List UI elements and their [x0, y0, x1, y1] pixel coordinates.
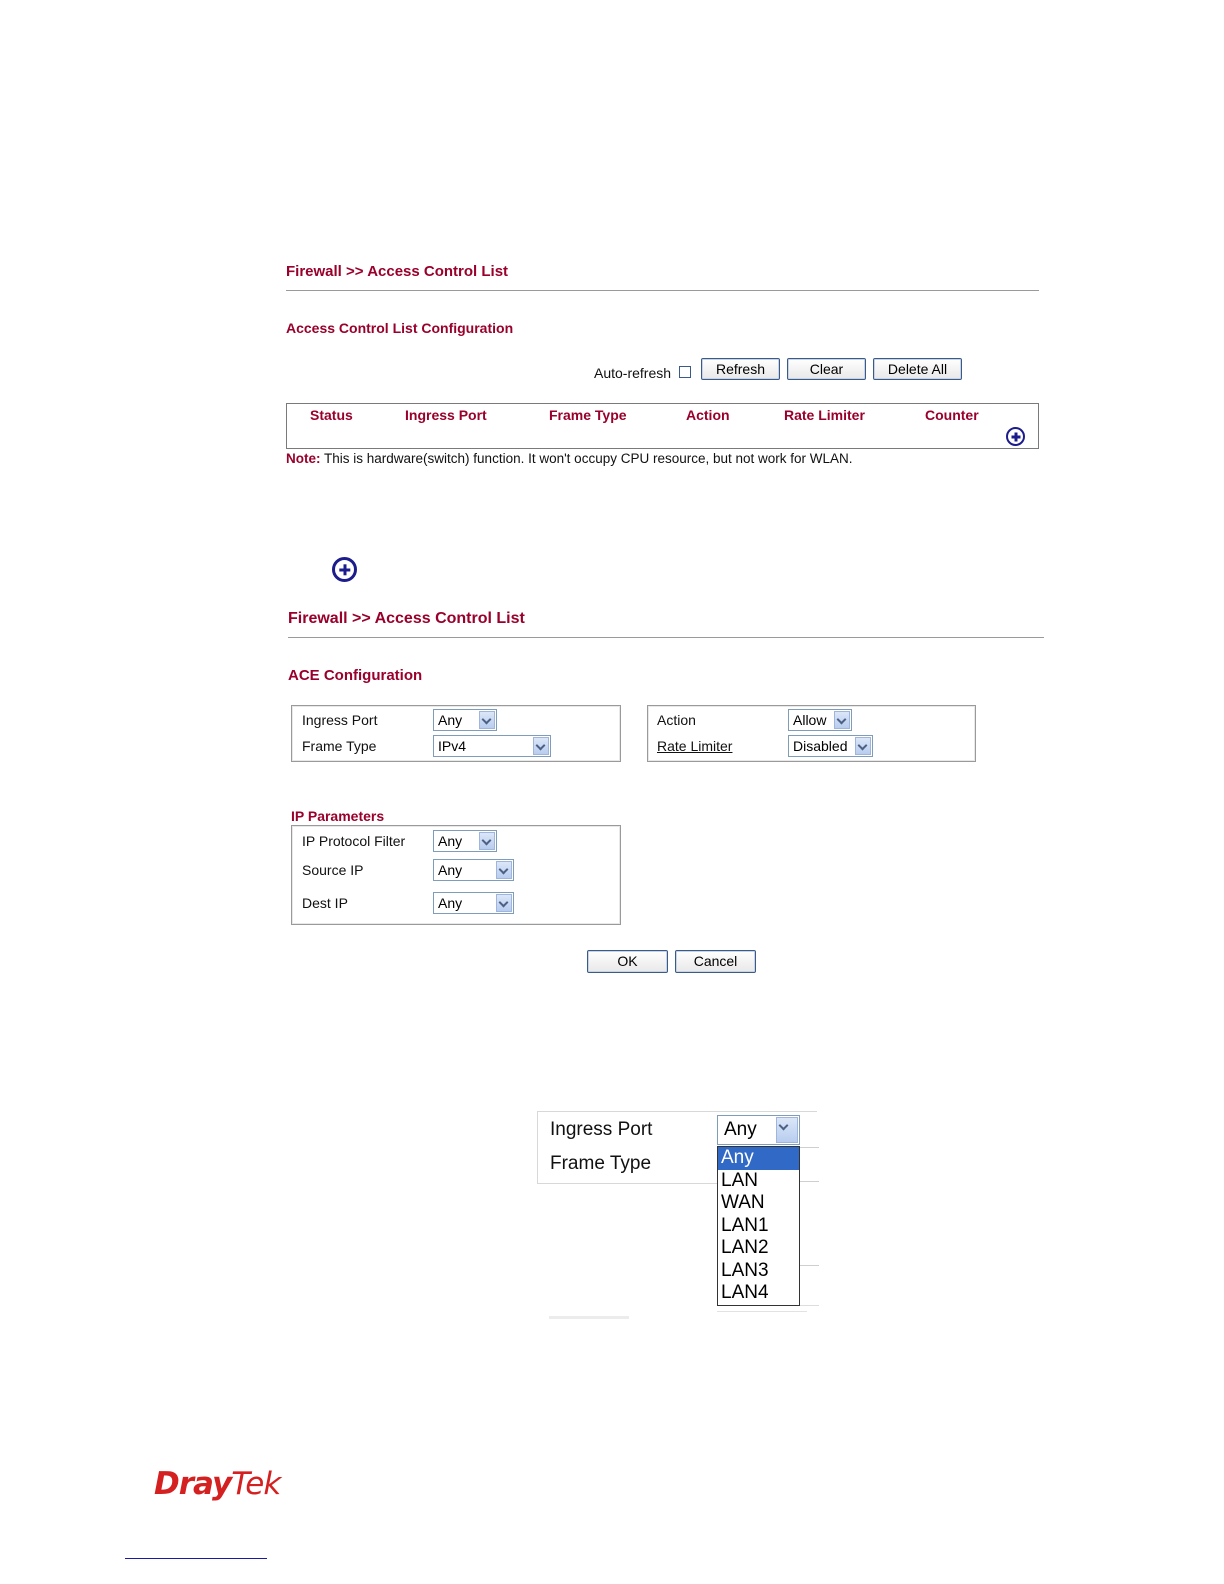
rate-limiter-link[interactable]: Rate Limiter — [657, 738, 733, 754]
option-lan3[interactable]: LAN3 — [721, 1259, 769, 1281]
note-label: Note: — [286, 451, 321, 466]
breadcrumb-page: Access Control List — [374, 610, 525, 627]
frame-type-label: Frame Type — [302, 738, 377, 754]
breadcrumb-firewall: Firewall — [288, 610, 348, 627]
auto-refresh-checkbox[interactable] — [679, 366, 691, 378]
logo-tek: Tek — [231, 1466, 281, 1502]
ingress-port-value: Any — [438, 712, 463, 728]
option-wan[interactable]: WAN — [721, 1192, 765, 1213]
ace-config-title: ACE Configuration — [288, 667, 423, 684]
option-any[interactable]: Any — [718, 1147, 799, 1170]
ingress-port-options-list — [717, 1146, 800, 1306]
chevron-down-icon[interactable] — [496, 894, 512, 912]
dest-ip-select[interactable] — [433, 892, 514, 914]
add-ace-icon[interactable] — [1006, 427, 1025, 446]
option-lan4[interactable]: LAN4 — [721, 1282, 769, 1303]
refresh-button[interactable]: Refresh — [701, 358, 780, 380]
divider — [288, 637, 1044, 638]
source-ip-select[interactable] — [433, 859, 514, 881]
delete-all-button[interactable]: Delete All — [873, 358, 962, 380]
chevron-down-icon[interactable] — [479, 711, 495, 729]
page-subtitle: Access Control List Configuration — [286, 320, 514, 336]
zoomed-dropdown-snippet — [537, 1111, 819, 1321]
column-header-ingress-port: Ingress Port — [405, 407, 487, 423]
column-header-action: Action — [686, 407, 730, 423]
chevron-down-icon[interactable] — [834, 711, 850, 729]
action-value: Allow — [793, 712, 827, 728]
zoom-frame-type-label: Frame Type — [550, 1153, 652, 1174]
chevron-down-icon[interactable] — [479, 832, 495, 850]
ip-parameters-title: IP Parameters — [291, 808, 385, 824]
chevron-down-icon[interactable] — [496, 861, 512, 879]
zoom-ingress-port-label: Ingress Port — [550, 1119, 653, 1140]
source-ip-value: Any — [438, 862, 463, 878]
breadcrumb-ace — [288, 610, 525, 628]
zoom-ingress-port-select[interactable] — [717, 1115, 800, 1145]
column-header-rate-limiter: Rate Limiter — [784, 407, 865, 423]
rate-limiter-value: Disabled — [793, 738, 848, 754]
frame-type-value: IPv4 — [438, 738, 467, 754]
column-header-status: Status — [310, 407, 353, 423]
logo-dray: Dray — [154, 1466, 232, 1502]
breadcrumb-separator: >> — [352, 610, 371, 627]
note — [286, 451, 853, 466]
zoom-ingress-port-value: Any — [724, 1119, 757, 1140]
frame-type-select[interactable] — [433, 735, 551, 757]
chevron-down-icon[interactable] — [855, 737, 871, 755]
breadcrumb-firewall: Firewall — [286, 263, 342, 280]
chevron-down-icon[interactable] — [776, 1117, 798, 1143]
ingress-port-select[interactable] — [433, 709, 497, 731]
breadcrumb — [286, 263, 508, 280]
column-header-counter: Counter — [925, 407, 979, 423]
action-label: Action — [657, 712, 696, 728]
chevron-down-icon[interactable] — [533, 737, 549, 755]
column-header-frame-type: Frame Type — [549, 407, 627, 423]
divider — [286, 290, 1039, 291]
draytek-logo — [154, 1466, 280, 1502]
option-lan[interactable]: LAN — [721, 1169, 758, 1191]
footer-rule — [125, 1558, 267, 1559]
add-icon — [332, 557, 357, 582]
option-lan1[interactable]: LAN1 — [721, 1214, 769, 1236]
ingress-port-label: Ingress Port — [302, 712, 378, 728]
ip-protocol-filter-select[interactable] — [433, 830, 497, 852]
option-lan2[interactable]: LAN2 — [721, 1237, 769, 1258]
note-text: This is hardware(switch) function. It won't occupy CPU resource, but not work for WLAN. — [324, 451, 853, 466]
clear-button[interactable]: Clear — [787, 358, 866, 380]
ip-protocol-filter-value: Any — [438, 833, 463, 849]
rate-limiter-select[interactable] — [788, 735, 873, 757]
ok-button[interactable]: OK — [587, 950, 668, 973]
dest-ip-value: Any — [438, 895, 463, 911]
source-ip-label: Source IP — [302, 862, 364, 878]
auto-refresh-label: Auto-refresh — [594, 365, 672, 381]
ip-protocol-filter-label: IP Protocol Filter — [302, 833, 406, 849]
breadcrumb-separator: >> — [346, 263, 364, 280]
dest-ip-label: Dest IP — [302, 895, 348, 911]
breadcrumb-page: Access Control List — [367, 263, 509, 280]
action-select[interactable] — [788, 709, 852, 731]
cancel-button[interactable]: Cancel — [675, 950, 756, 973]
